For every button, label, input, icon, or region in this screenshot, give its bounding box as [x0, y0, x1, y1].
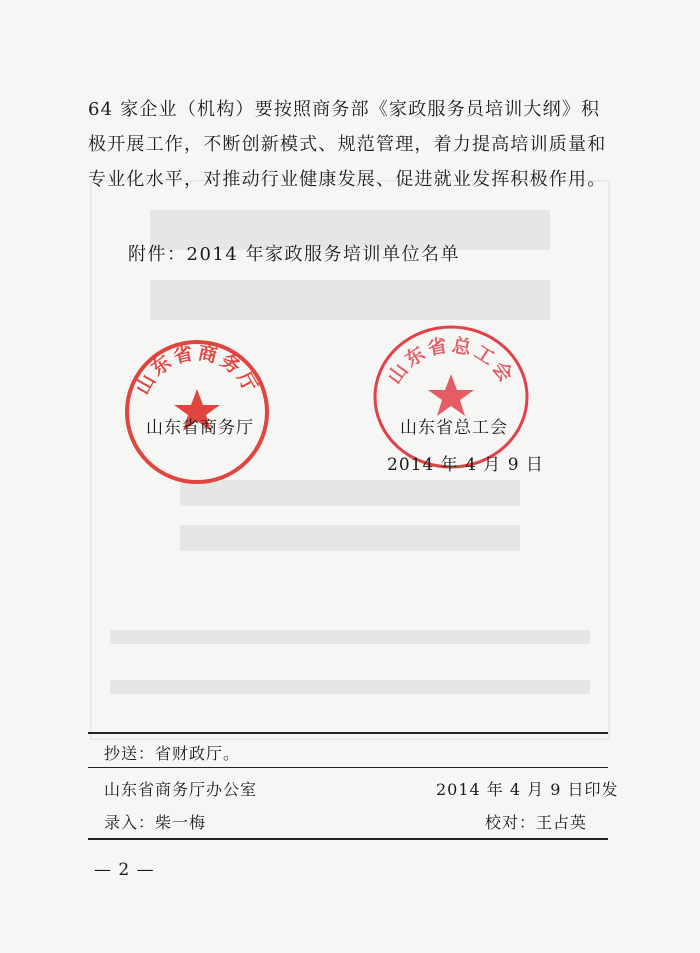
- commerce-seal-arc-text: 山东省商务厅: [131, 341, 263, 399]
- entry-clerk: 录入：柴一梅: [104, 813, 207, 832]
- footer-top-rule: [88, 732, 608, 734]
- star-icon: [428, 374, 474, 416]
- body-line-3: 专业化水平，对推动行业健康发展、促进就业发挥积极作用。: [88, 169, 607, 190]
- print-date: 2014 年 4 月 9 日印发: [436, 780, 619, 799]
- body-line-1: 64 家企业（机构）要按照商务部《家政服务员培训大纲》积: [88, 99, 601, 120]
- proofreader: 校对：王占英: [485, 813, 588, 832]
- commerce-signature-label: 山东省商务厅: [146, 418, 254, 438]
- body-paragraph: [88, 92, 628, 197]
- cc-line: 抄送：省财政厅。: [104, 744, 241, 763]
- issuing-office: 山东省商务厅办公室: [104, 780, 258, 799]
- commerce-department-seal: [122, 337, 272, 487]
- issue-date: 2014 年 4 月 9 日: [387, 455, 544, 475]
- footer-bottom-rule: [88, 838, 608, 840]
- union-signature-label: 山东省总工会: [400, 418, 508, 438]
- attachment-line: 附件：2014 年家政服务培训单位名单: [128, 244, 461, 265]
- page-number: — 2 —: [94, 860, 155, 880]
- footer-middle-rule: [88, 767, 608, 768]
- union-seal-arc-text: 山东省总工会: [383, 334, 519, 389]
- body-line-2: 极开展工作，不断创新模式、规范管理，着力提高培训质量和: [88, 134, 607, 155]
